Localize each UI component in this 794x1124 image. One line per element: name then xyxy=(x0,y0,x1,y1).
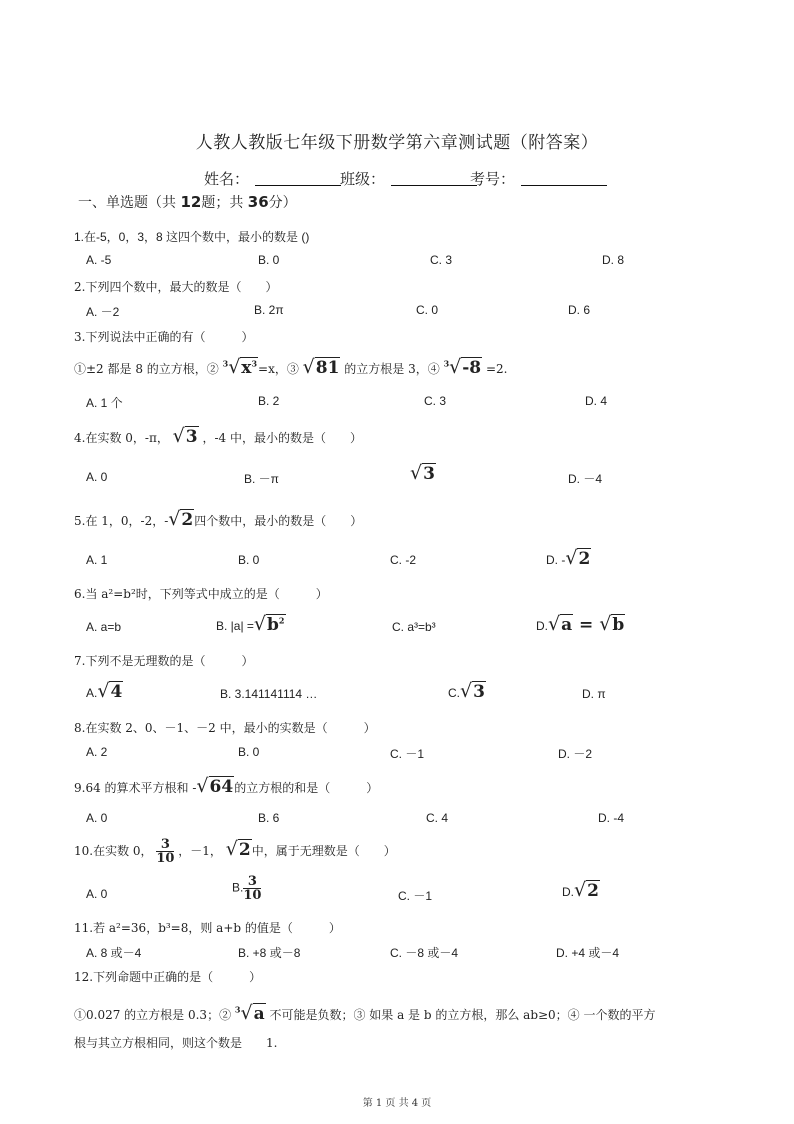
cube-root-neg-8: $^3$√-8 xyxy=(443,356,482,378)
sqrt-2: √2 xyxy=(574,879,599,901)
sqrt-2: √2 xyxy=(225,838,251,860)
section-heading xyxy=(78,192,297,212)
q10-option-a[interactable]: A. 0 xyxy=(86,887,108,901)
question-1: 1.在-5，0，3，8 这四个数中，最小的数是 () xyxy=(74,230,310,244)
q3-stmt-3: 的立方根是 3，④ xyxy=(344,362,440,376)
q7-option-a-label: A. xyxy=(86,686,98,700)
question-11: 11.若 a²=36，b³=8，则 a+b 的值是（ ） xyxy=(74,921,341,935)
q5-text-2: 四个数中，最小的数是（ ） xyxy=(194,514,363,528)
q10-text-2: ，－1， xyxy=(178,844,222,858)
q8-option-c[interactable]: C. －1 xyxy=(390,747,425,761)
name-field[interactable] xyxy=(204,168,341,189)
q11-option-d[interactable]: D. +4 或－4 xyxy=(556,946,620,960)
section-prefix: 一、单选题（共 xyxy=(78,195,176,211)
q8-option-a[interactable]: A. 2 xyxy=(86,745,108,759)
q1-option-c[interactable]: C. 3 xyxy=(430,253,453,267)
q5-option-d[interactable] xyxy=(546,547,591,569)
q7-option-d[interactable]: D. π xyxy=(582,687,606,701)
class-label: 班级： xyxy=(340,170,386,188)
q1-option-d[interactable]: D. 8 xyxy=(602,253,625,267)
q7-option-c-label: C. xyxy=(448,686,460,700)
q7-option-a[interactable] xyxy=(86,680,123,702)
q10-text: 10.在实数 0， xyxy=(74,844,153,858)
q6-option-d-label: D. xyxy=(536,619,548,633)
q9-option-a[interactable]: A. 0 xyxy=(86,811,108,825)
question-6: 6.当 a²=b²时，下列等式中成立的是（ ） xyxy=(74,587,328,601)
q8-option-d[interactable]: D. －2 xyxy=(558,747,593,761)
name-blank[interactable] xyxy=(255,171,341,186)
section-suffix: 分） xyxy=(268,195,297,211)
question-8: 8.在实数 2、0、－1、－2 中，最小的实数是（ ） xyxy=(74,721,376,735)
q3-option-c[interactable]: C. 3 xyxy=(424,394,447,408)
question-4 xyxy=(74,425,362,447)
question-2: 2.下列四个数中，最大的数是（ ） xyxy=(74,280,278,294)
class-blank[interactable] xyxy=(391,171,477,186)
q3-stmt-4: =2. xyxy=(485,362,508,376)
page-footer: 第 1 页 共 4 页 xyxy=(362,1098,432,1109)
sqrt-64: √64 xyxy=(196,775,234,797)
q11-option-b[interactable]: B. +8 或－8 xyxy=(238,946,301,960)
fraction-3-10: $\frac{3}{10}$ xyxy=(156,837,175,866)
question-10 xyxy=(74,838,396,865)
q5-text: 5.在 1，0，-2，- xyxy=(74,514,169,528)
q5-option-c[interactable]: C. -2 xyxy=(390,553,417,567)
q4-option-c[interactable] xyxy=(410,462,436,484)
q4-option-a[interactable]: A. 0 xyxy=(86,470,108,484)
q10-option-c[interactable]: C. －1 xyxy=(398,889,433,903)
question-3: 3.下列说法中正确的有（ ） xyxy=(74,330,254,344)
sqrt-3: √3 xyxy=(172,425,198,447)
q2-option-b[interactable]: B. 2π xyxy=(254,303,284,317)
q5-option-a[interactable]: A. 1 xyxy=(86,553,108,567)
q11-option-c[interactable]: C. －8 或－4 xyxy=(390,946,459,960)
sqrt-2: √2 xyxy=(565,547,591,569)
exam-number-field[interactable] xyxy=(470,168,607,189)
q1-option-b[interactable]: B. 0 xyxy=(258,253,280,267)
q10-option-b-label: B. xyxy=(232,880,244,895)
q3-option-b[interactable]: B. 2 xyxy=(258,394,280,408)
q5-option-b[interactable]: B. 0 xyxy=(238,553,260,567)
q5-option-d-label: D. - xyxy=(546,553,566,567)
name-label: 姓名： xyxy=(204,170,250,188)
q2-option-c[interactable]: C. 0 xyxy=(416,303,439,317)
class-field[interactable] xyxy=(340,168,477,189)
q2-option-a[interactable]: A. －2 xyxy=(86,305,120,319)
cube-root-x-cubed: $^3√x^3$ xyxy=(222,356,258,378)
q6-option-c[interactable]: C. a³=b³ xyxy=(392,620,436,634)
q2-option-d[interactable]: D. 6 xyxy=(568,303,591,317)
question-count: 12 xyxy=(180,193,202,211)
cube-root-a: $^3$√a xyxy=(234,1002,265,1024)
q9-text: 9.64 的算术平方根和 - xyxy=(74,781,197,795)
q9-option-b[interactable]: B. 6 xyxy=(258,811,280,825)
q7-option-c[interactable] xyxy=(448,680,486,702)
exam-number-label: 考号： xyxy=(470,170,516,188)
q12-statements-line-1 xyxy=(74,1002,656,1024)
q6-option-d[interactable] xyxy=(536,613,625,635)
q9-option-c[interactable]: C. 4 xyxy=(426,811,449,825)
q1-option-a[interactable]: A. -5 xyxy=(86,253,112,267)
q7-option-b[interactable]: B. 3.141141114 … xyxy=(220,687,318,701)
q9-text-2: 的立方根的和是（ ） xyxy=(234,781,379,795)
q3-stmt-2: =x，③ xyxy=(258,362,299,376)
page-title: 人教人教版七年级下册数学第六章测试题（附答案） xyxy=(195,133,599,153)
q10-text-3: 中，属于无理数是（ ） xyxy=(251,844,396,858)
section-mid: 题；共 xyxy=(201,195,244,211)
q8-option-b[interactable]: B. 0 xyxy=(238,745,260,759)
q6-option-b-label: B. |a| = xyxy=(216,619,254,633)
q9-option-d[interactable]: D. -4 xyxy=(598,811,625,825)
q3-statements xyxy=(74,356,507,378)
q10-option-d-label: D. xyxy=(562,885,574,899)
question-7: 7.下列不是无理数的是（ ） xyxy=(74,654,254,668)
fraction-3-10: $\frac{3}{10}$ xyxy=(243,874,262,903)
sqrt-2: √2 xyxy=(168,508,194,530)
sqrt-a-eq-sqrt-b: √a = √b xyxy=(548,613,625,635)
sqrt-4: √4 xyxy=(97,680,123,702)
q6-option-b[interactable] xyxy=(216,613,286,635)
q4-text: 4.在实数 0，-π， xyxy=(74,431,169,445)
q12-statements-line-2: 根与其立方根相同，则这个数是 1. xyxy=(74,1036,278,1050)
q10-option-b[interactable] xyxy=(232,875,261,902)
q12-line-1a: ①0.027 的立方根是 0.3；② xyxy=(74,1008,232,1022)
q10-option-d[interactable] xyxy=(562,879,600,901)
q4-text-2: ，-4 中，最小的数是（ ） xyxy=(202,431,362,445)
sqrt-3: √3 xyxy=(460,680,485,702)
sqrt-81: √81 xyxy=(302,356,340,378)
q3-option-d[interactable]: D. 4 xyxy=(585,394,608,408)
sqrt-3: √3 xyxy=(410,462,435,484)
q3-option-a[interactable]: A. 1 个 xyxy=(86,396,123,410)
exam-number-blank[interactable] xyxy=(521,171,607,186)
q3-stmt-1: ①±2 都是 8 的立方根，② xyxy=(74,362,219,376)
q6-option-a[interactable]: A. a=b xyxy=(86,620,122,634)
question-9 xyxy=(74,775,378,797)
q4-option-d[interactable]: D. －4 xyxy=(568,472,603,486)
q4-option-b[interactable]: B. －π xyxy=(244,472,279,486)
question-5 xyxy=(74,508,362,530)
q11-option-a[interactable]: A. 8 或－4 xyxy=(86,946,142,960)
question-12: 12.下列命题中正确的是（ ） xyxy=(74,970,262,984)
q12-line-1b: 不可能是负数；③ 如果 a 是 b 的立方根，那么 ab≥0；④ 一个数的平方 xyxy=(269,1008,656,1022)
sqrt-b-squared: $√b^2$ xyxy=(253,613,285,635)
total-score: 36 xyxy=(247,193,269,211)
